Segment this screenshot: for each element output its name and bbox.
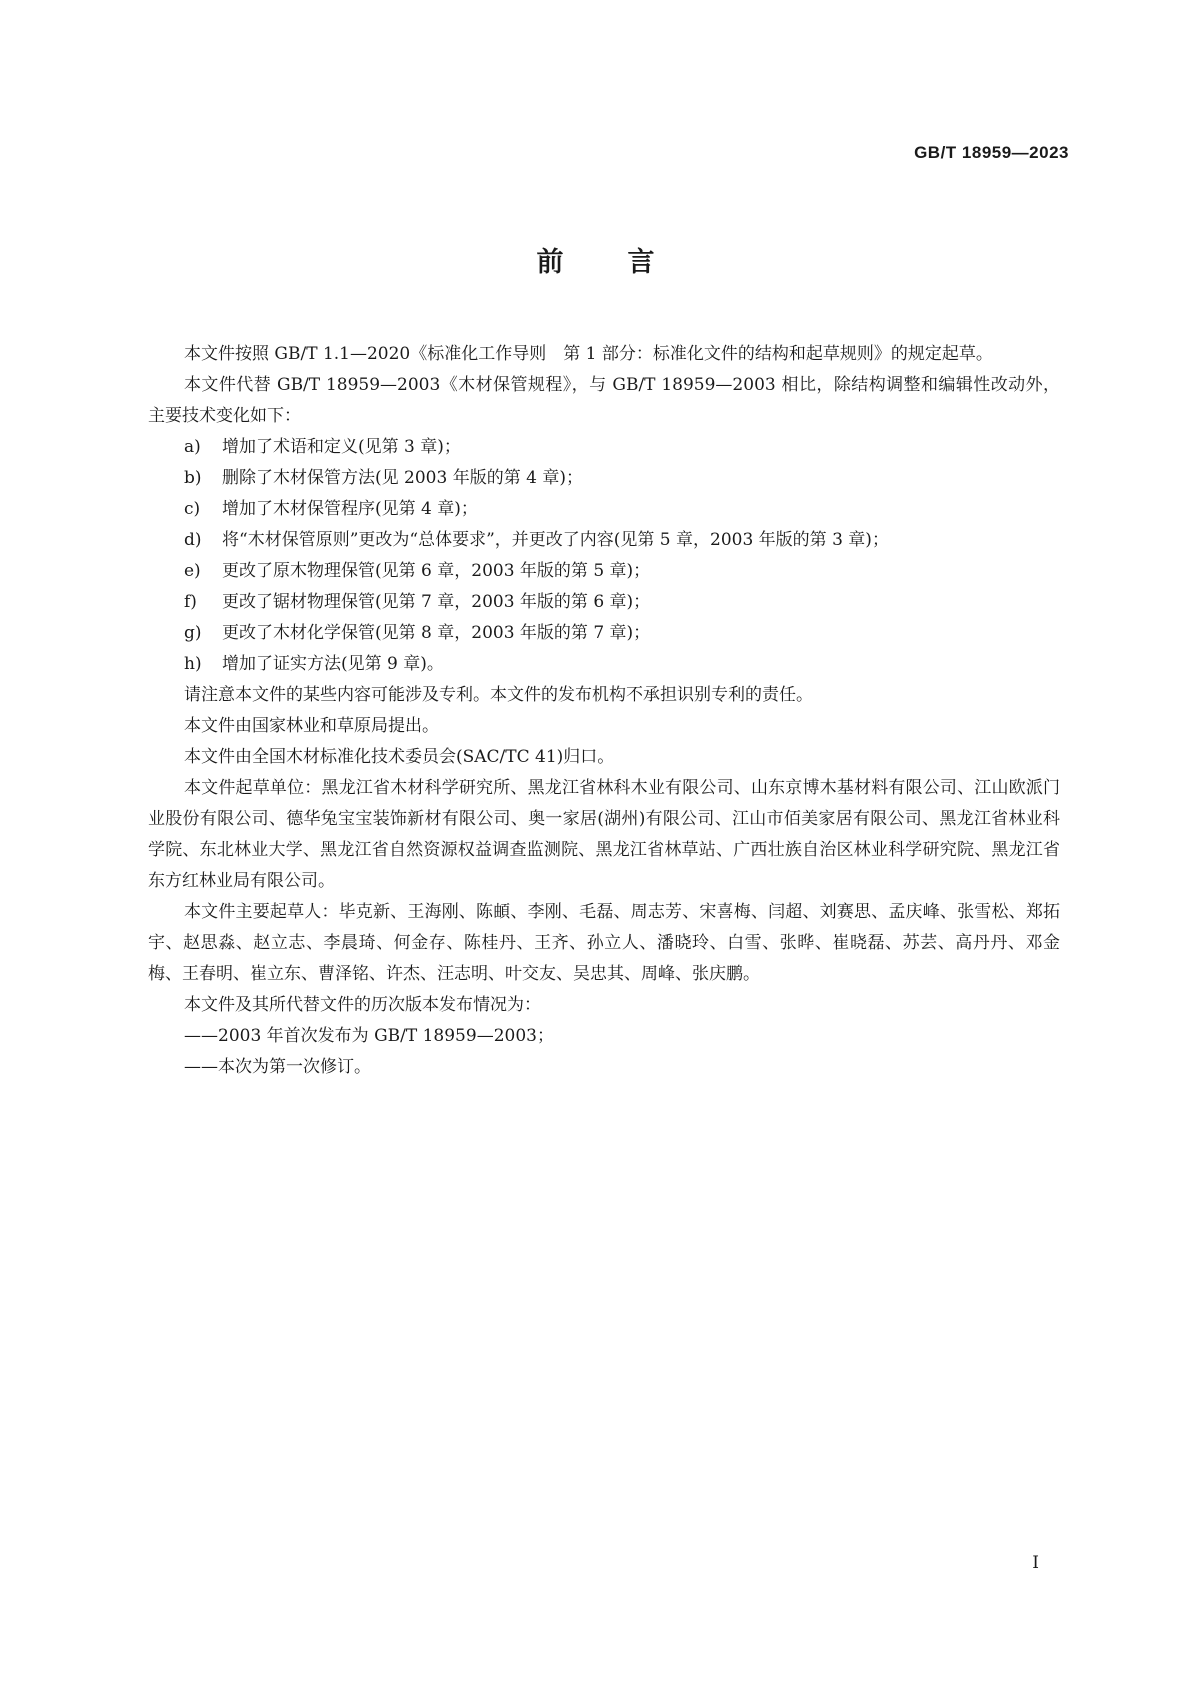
change-list bbox=[148, 432, 1060, 680]
list-item bbox=[148, 463, 1060, 494]
paragraph-administrator: 本文件由全国木材标准化技术委员会(SAC/TC 41)归口。 bbox=[184, 747, 615, 767]
page-number: I bbox=[1032, 1553, 1039, 1573]
list-item-text: 增加了木材保管程序(见第 4 章)； bbox=[222, 499, 478, 519]
list-item bbox=[148, 525, 1060, 556]
paragraph-patent-notice: 请注意本文件的某些内容可能涉及专利。本文件的发布机构不承担识别专利的责任。 bbox=[184, 685, 813, 705]
list-item-text: 更改了锯材物理保管(见第 7 章，2003 年版的第 6 章)； bbox=[222, 592, 651, 612]
list-item-label: f) bbox=[184, 592, 197, 612]
list-item-text: 增加了术语和定义(见第 3 章)； bbox=[222, 437, 461, 457]
preface-body bbox=[148, 339, 1060, 1083]
paragraph-drafting-units: 本文件起草单位：黑龙江省木材科学研究所、黑龙江省林科木业有限公司、山东京博木基材料有限公司、江山欧派门业股份有限公司、德华兔宝宝装饰新材有限公司、奥一家居(湖州)有限公司、江山市佰美家居有限公司、黑龙江省林业科学院、东北林业大学、黑龙江省自然资源权益调查监测院、黑龙江省林草站、广西壮族自治区林业科学研究院、黑龙江省东方红林业局有限公司。 bbox=[148, 778, 1060, 891]
history-item: ——本次为第一次修订。 bbox=[184, 1057, 371, 1077]
list-item-label: a) bbox=[184, 437, 201, 457]
history-item: ——2003 年首次发布为 GB/T 18959—2003； bbox=[184, 1026, 554, 1046]
list-item-text: 更改了木材化学保管(见第 8 章，2003 年版的第 7 章)； bbox=[222, 623, 651, 643]
paragraph-proposer: 本文件由国家林业和草原局提出。 bbox=[184, 716, 439, 736]
list-item bbox=[148, 556, 1060, 587]
list-item-text: 增加了证实方法(见第 9 章)。 bbox=[222, 654, 444, 674]
paragraph-drafting-basis: 本文件按照 GB/T 1.1—2020《标准化工作导则 第 1 部分：标准化文件的结构和起草规则》的规定起草。 bbox=[184, 344, 993, 364]
list-item-label: h) bbox=[184, 654, 202, 674]
title-char-2: 言 bbox=[627, 247, 655, 278]
standard-code: GB/T 18959—2023 bbox=[914, 143, 1069, 162]
list-item-text: 将“木材保管原则”更改为“总体要求”，并更改了内容(见第 5 章，2003 年版的第 3 章)； bbox=[222, 530, 889, 550]
list-item bbox=[148, 649, 1060, 680]
list-item-label: b) bbox=[184, 468, 202, 488]
paragraph-history-intro: 本文件及其所代替文件的历次版本发布情况为： bbox=[184, 995, 541, 1015]
list-item-label: e) bbox=[184, 561, 201, 581]
list-item bbox=[148, 618, 1060, 649]
list-item bbox=[148, 432, 1060, 463]
title-char-1: 前 bbox=[536, 247, 564, 278]
list-item-text: 更改了原木物理保管(见第 6 章，2003 年版的第 5 章)； bbox=[222, 561, 651, 581]
list-item bbox=[148, 494, 1060, 525]
list-item-label: d) bbox=[184, 530, 202, 550]
paragraph-replacement: 本文件代替 GB/T 18959—2003《木材保管规程》，与 GB/T 18959—2003 相比，除结构调整和编辑性改动外，主要技术变化如下： bbox=[148, 375, 1060, 426]
list-item-label: g) bbox=[184, 623, 202, 643]
paragraph-drafters: 本文件主要起草人：毕克新、王海刚、陈頔、李刚、毛磊、周志芳、宋喜梅、闫超、刘赛思、孟庆峰、张雪松、郑拓宇、赵思淼、赵立志、李晨琦、何金存、陈桂丹、王齐、孙立人、潘晓玲、白雪、张晔、崔晓磊、苏芸、高丹丹、邓金梅、王春明、崔立东、曹泽铭、许杰、汪志明、叶交友、吴忠其、周峰、张庆鹏。 bbox=[148, 902, 1060, 984]
list-item-text: 删除了木材保管方法(见 2003 年版的第 4 章)； bbox=[222, 468, 583, 488]
list-item-label: c) bbox=[184, 499, 201, 519]
list-item bbox=[148, 587, 1060, 618]
page-title bbox=[0, 240, 1191, 279]
